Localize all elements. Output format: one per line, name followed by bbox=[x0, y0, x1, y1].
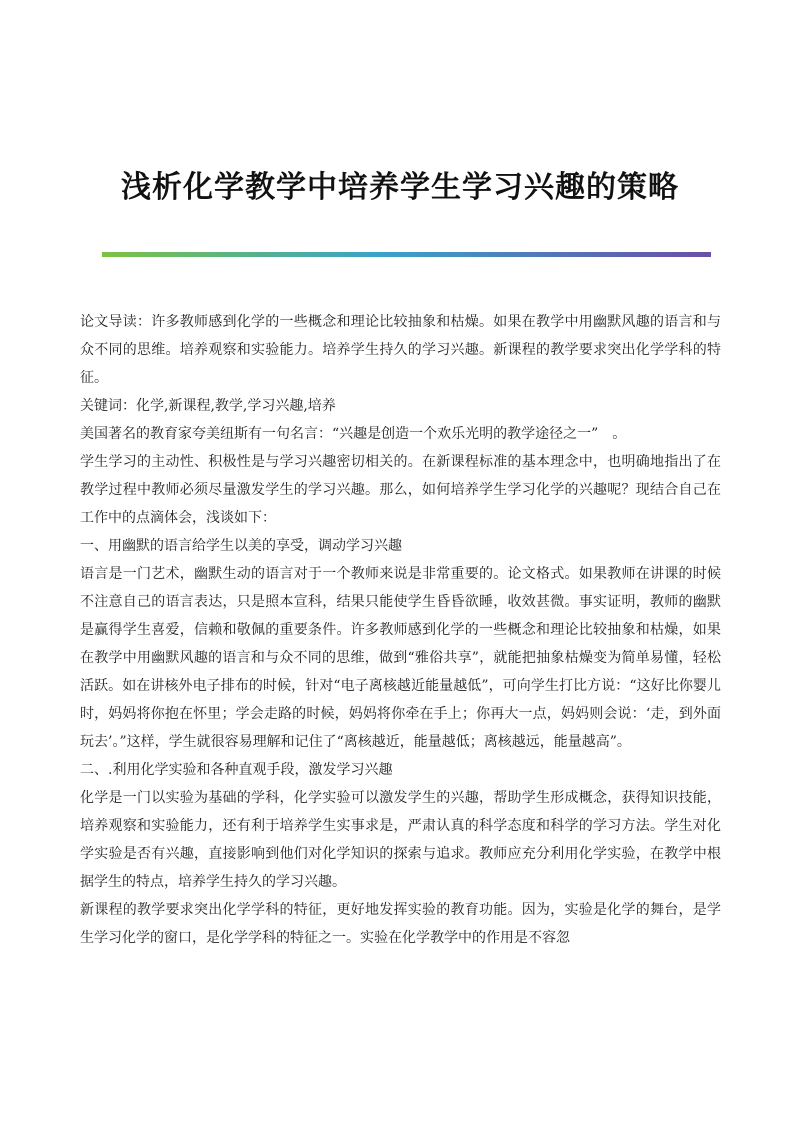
intro-text: 许多教师感到化学的一些概念和理论比较抽象和枯燥。如果在教学中用幽默风趣的语言和与众不同的思维。培养观察和实验能力。培养学生持久的学习兴趣。新课程的教学要求突出化学学科的特征。 bbox=[80, 314, 721, 386]
intro-label: 论文导读： bbox=[80, 314, 152, 330]
document-body bbox=[80, 308, 721, 952]
section-heading: 二、.利用化学实验和各种直观手段，激发学习兴趣 bbox=[80, 762, 393, 778]
body-paragraph: 化学是一门以实验为基础的学科，化学实验可以激发学生的兴趣，帮助学生形成概念，获得知识技能，培养观察和实验能力，还有利于培养学生实事求是，严肃认真的科学态度和科学的学习方法。学生对化学实验是否有兴趣，直接影响到他们对化学知识的探索与追求。教师应充分利用化学实验，在教学中根据学生的特点，培养学生持久的学习兴趣。 bbox=[80, 790, 721, 890]
document-title: 浅析化学教学中培养学生学习兴趣的策略 bbox=[121, 170, 679, 205]
keywords-label: 关键词： bbox=[80, 398, 136, 414]
body-paragraph: 学生学习的主动性、积极性是与学习兴趣密切相关的。在新课程标准的基本理念中，也明确地指出了在教学过程中教师必须尽量激发学生的学习兴趣。那么，如何培养学生学习化学的兴趣呢？现结合自己在工作中的点滴体会，浅谈如下： bbox=[80, 454, 721, 526]
body-paragraph: 语言是一门艺术，幽默生动的语言对于一个教师来说是非常重要的。论文格式。如果教师在讲课的时候不注意自己的语言表达，只是照本宣科，结果只能使学生昏昏欲睡，收效甚微。事实证明，教师的幽默是赢得学生喜爱，信赖和敬佩的重要条件。许多教师感到化学的一些概念和理论比较抽象和枯燥，如果在教学中用幽默风趣的语言和与众不同的思维，做到“雅俗共享”，就能把抽象枯燥变为简单易懂，轻松活跃。如在讲核外电子排布的时候，针对“电子离核越近能量越低”，可向学生打比方说：“这好比你婴儿时，妈妈将你抱在怀里；学会走路的时候，妈妈将你牵在手上；你再大一点，妈妈则会说：‘走，到外面玩去’。”这样，学生就很容易理解和记住了“离核越近，能量越低；离核越远，能量越高”。 bbox=[80, 566, 721, 750]
body-paragraph: 美国著名的教育家夸美纽斯有一句名言：“兴趣是创造一个欢乐光明的教学途径之一” 。 bbox=[80, 426, 627, 442]
section-heading: 一、用幽默的语言给学生以美的享受，调动学习兴趣 bbox=[80, 538, 402, 554]
keywords-paragraph bbox=[80, 392, 721, 420]
title-divider bbox=[102, 252, 711, 257]
body-paragraph: 新课程的教学要求突出化学学科的特征，更好地发挥实验的教育功能。因为，实验是化学的舞台，是学生学习化学的窗口，是化学学科的特征之一。实验在化学教学中的作用是不容忽 bbox=[80, 902, 721, 946]
intro-paragraph bbox=[80, 308, 721, 392]
keywords-text: 化学,新课程,教学,学习兴趣,培养 bbox=[136, 398, 336, 414]
